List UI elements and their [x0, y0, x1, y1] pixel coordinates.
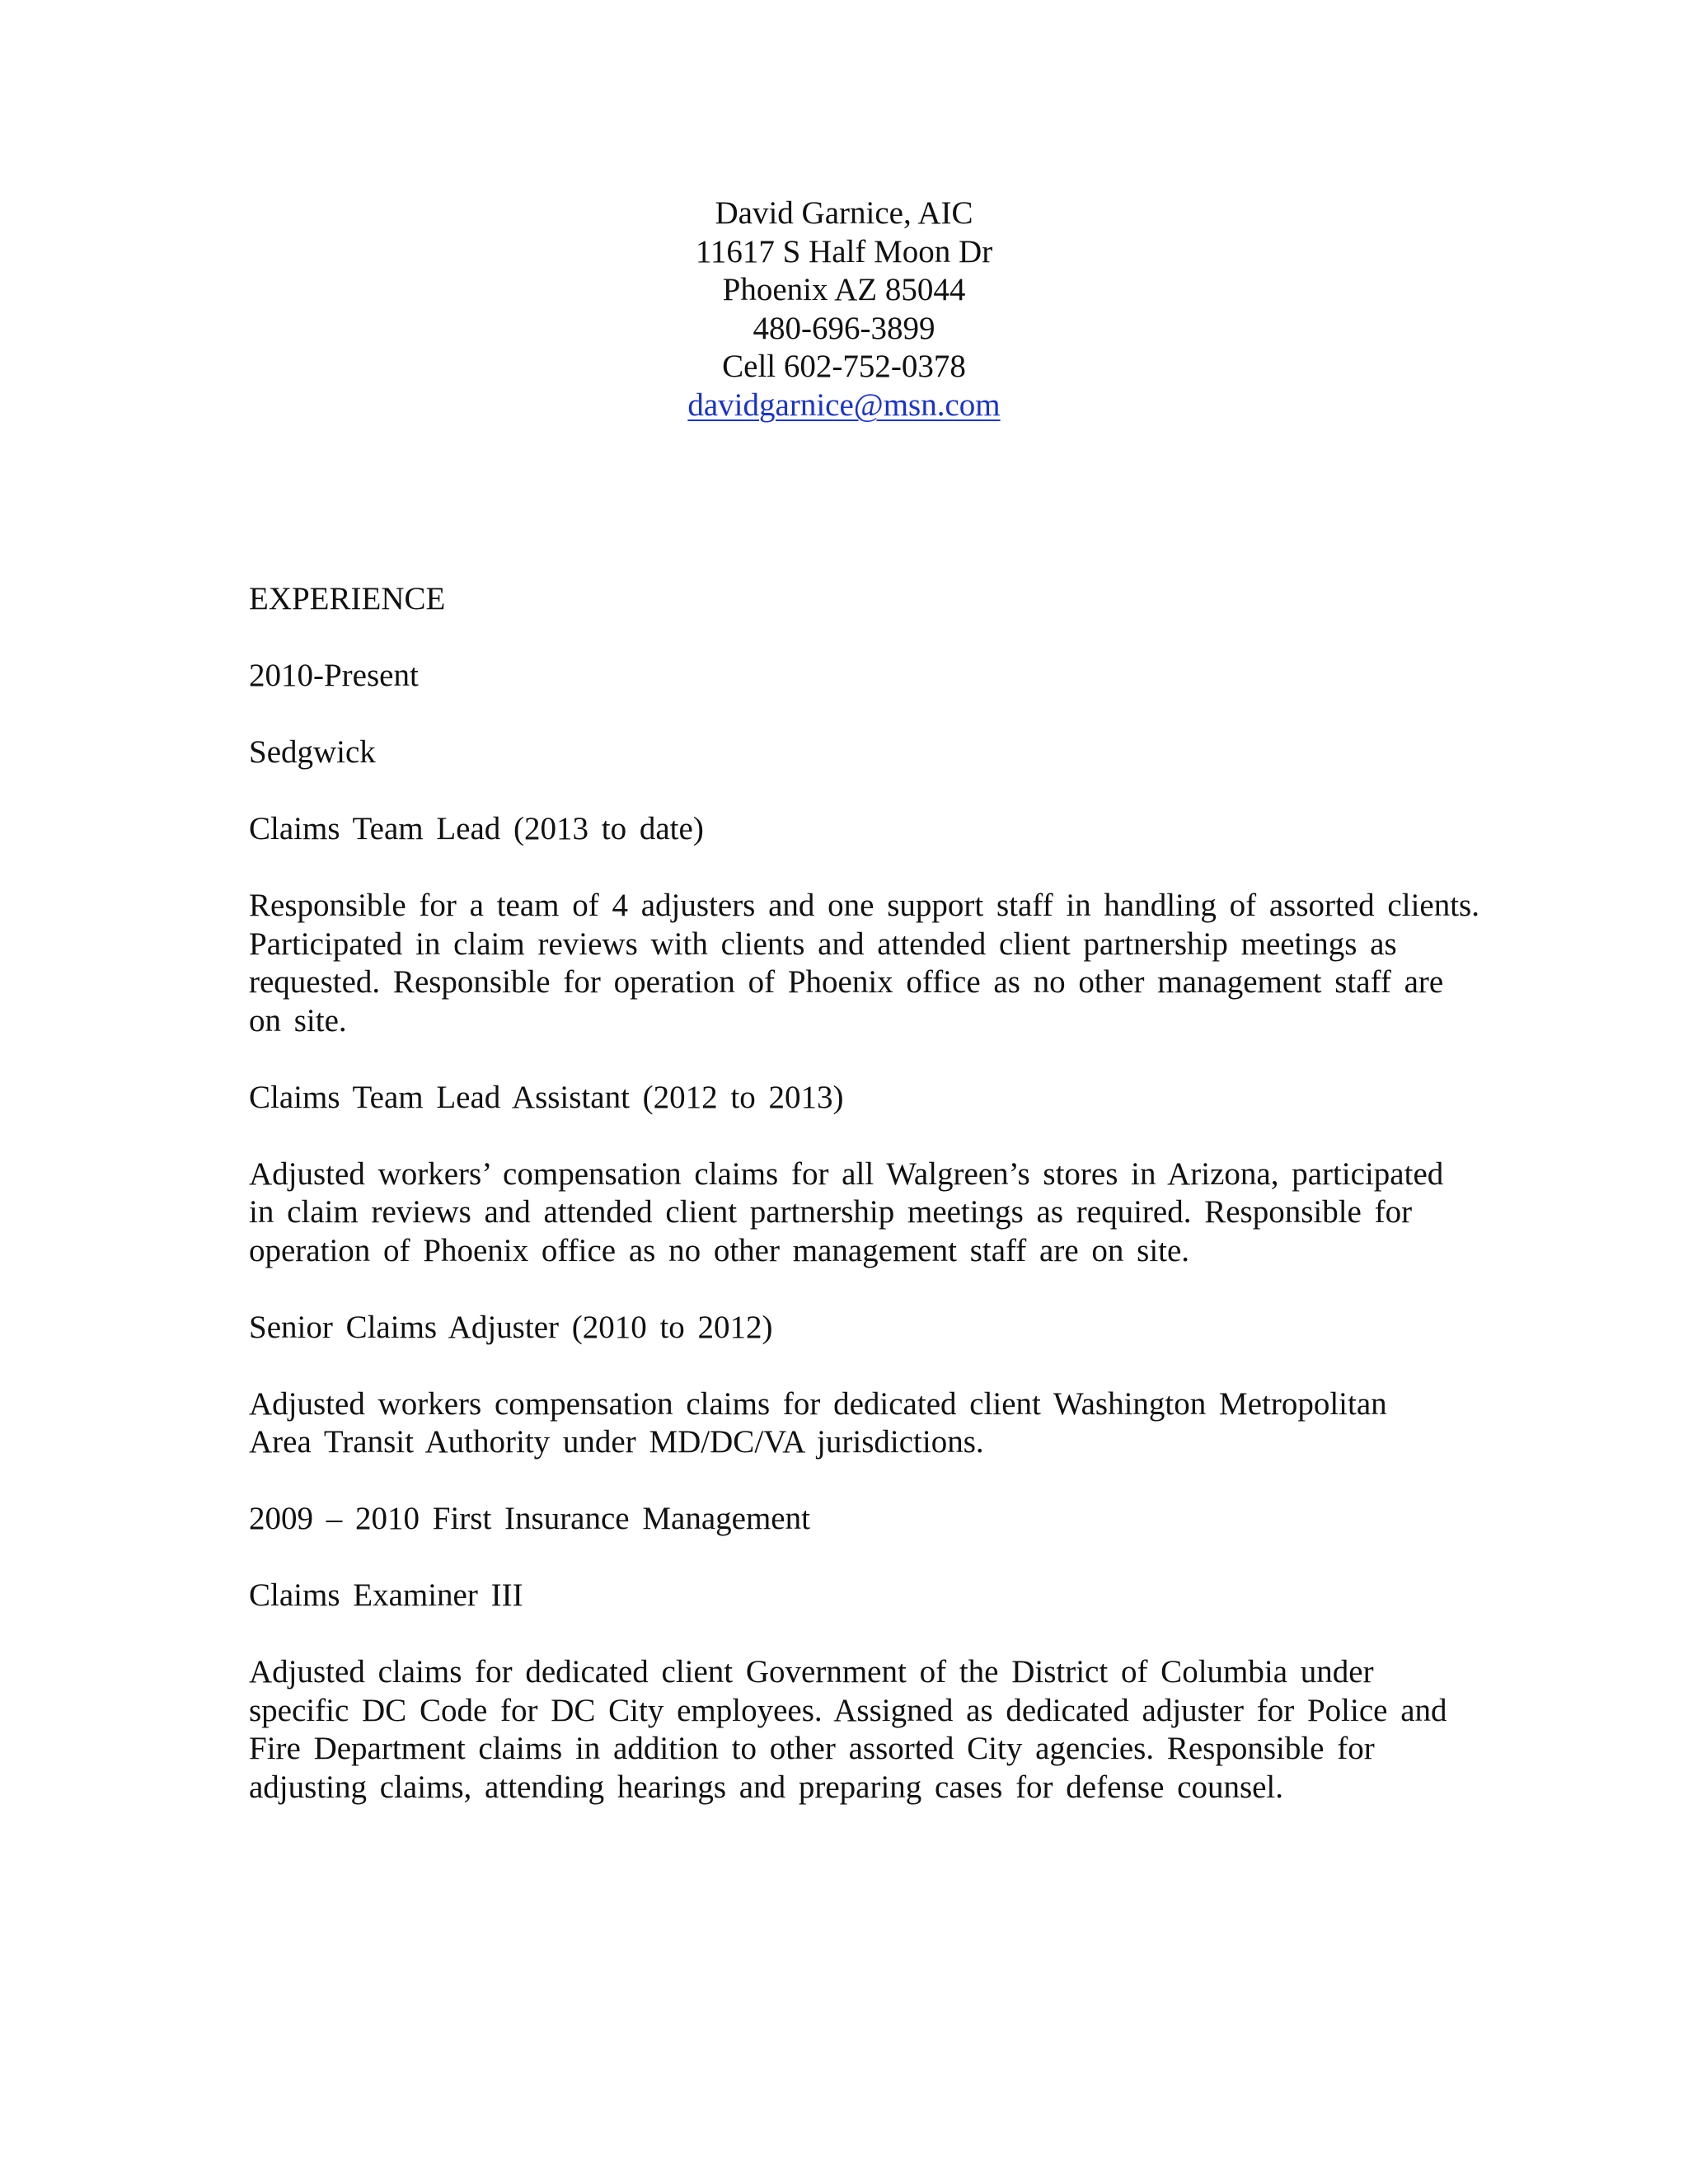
- employer-name: Sedgwick: [249, 734, 376, 770]
- job-description-line: Responsible for a team of 4 adjusters and one support staff in handling of assorted clients.: [249, 888, 1479, 923]
- job-description-line: on site.: [249, 1002, 347, 1038]
- phone-number: 480-696-3899: [753, 310, 935, 346]
- job-description-line: Adjusted workers compensation claims for dedicated client Washington Metropolitan: [249, 1385, 1387, 1422]
- section-heading: EXPERIENCE: [249, 581, 446, 616]
- employment-period: 2010-Present: [249, 658, 419, 693]
- job-description-line: Adjusted claims for dedicated client Government of the District of Columbia under: [249, 1654, 1374, 1690]
- address-line-1: 11617 S Half Moon Dr: [695, 233, 993, 269]
- candidate-name: David Garnice, AIC: [715, 195, 973, 231]
- experience-section: [249, 580, 1479, 1807]
- job-description-line: Adjusted workers’ compensation claims for all Walgreen’s stores in Arizona, participated: [249, 1155, 1444, 1192]
- job-description-line: operation of Phoenix office as no other management staff are on site.: [249, 1232, 1190, 1268]
- job-description-line: Fire Department claims in addition to other assorted City agencies. Responsible for: [249, 1731, 1375, 1766]
- contact-block: [0, 194, 1688, 424]
- job-title: Claims Team Lead (2013 to date): [249, 811, 704, 846]
- job-description-line: specific DC Code for DC City employees. Assigned as dedicated adjuster for Police and: [249, 1692, 1447, 1728]
- address-line-2: Phoenix AZ 85044: [722, 272, 966, 307]
- job-description-line: requested. Responsible for operation of Phoenix office as no other management staff are: [249, 964, 1444, 1000]
- job-description-line: Area Transit Authority under MD/DC/VA jurisdictions.: [249, 1424, 984, 1460]
- job-description-line: Participated in claim reviews with clients and attended client partnership meetings as: [249, 926, 1397, 962]
- job-title: Claims Examiner III: [249, 1577, 523, 1613]
- job-title: Senior Claims Adjuster (2010 to 2012): [249, 1309, 773, 1345]
- job-description-line: in claim reviews and attended client partnership meetings as required. Responsible for: [249, 1194, 1413, 1230]
- job-description-line: adjusting claims, attending hearings and preparing cases for defense counsel.: [249, 1769, 1284, 1805]
- email-link[interactable]: davidgarnice@msn.com: [687, 387, 1001, 423]
- employment-period: 2009 – 2010 First Insurance Management: [249, 1501, 810, 1536]
- job-title: Claims Team Lead Assistant (2012 to 2013): [249, 1079, 844, 1115]
- cell-number: Cell 602-752-0378: [722, 349, 966, 384]
